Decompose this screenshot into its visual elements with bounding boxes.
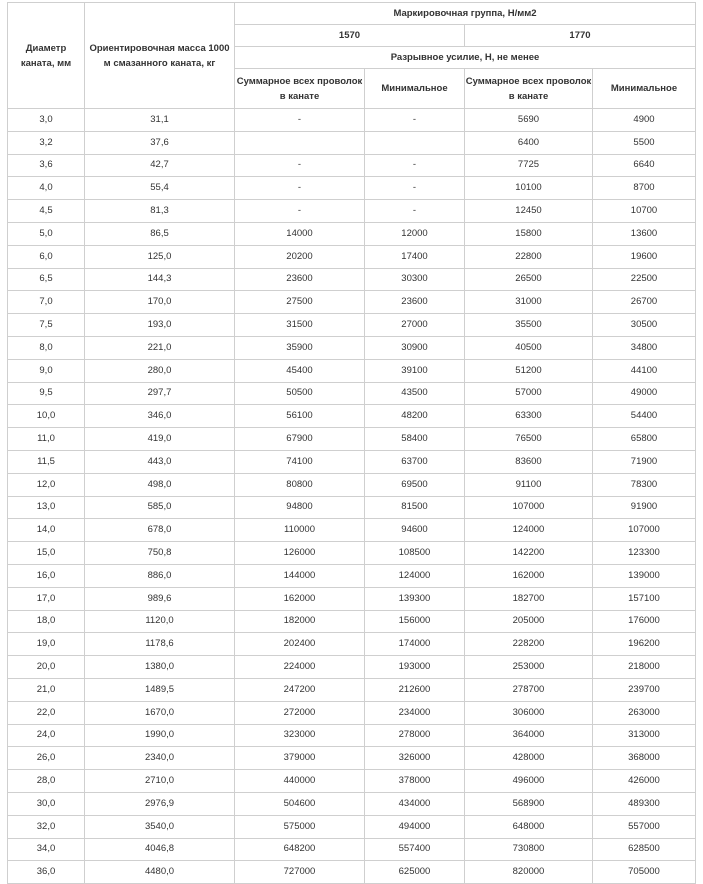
min-1770-cell: 6640 xyxy=(593,154,696,177)
min-1570-cell: 94600 xyxy=(365,519,465,542)
mass-cell: 886,0 xyxy=(85,564,235,587)
sum-1770-cell: 364000 xyxy=(465,724,593,747)
min-1770-cell: 44100 xyxy=(593,359,696,382)
sum-1570-cell: 31500 xyxy=(235,314,365,337)
min-1770-cell: 78300 xyxy=(593,473,696,496)
sum-1570-cell xyxy=(235,131,365,154)
sum-1570-cell: 27500 xyxy=(235,291,365,314)
sum-1770-cell: 306000 xyxy=(465,701,593,724)
diameter-cell: 6,0 xyxy=(8,245,85,268)
min-1570-cell: 156000 xyxy=(365,610,465,633)
min-1570-cell: 278000 xyxy=(365,724,465,747)
table-row xyxy=(8,542,696,565)
mass-cell: 1178,6 xyxy=(85,633,235,656)
min-1770-cell: 489300 xyxy=(593,792,696,815)
sum-1770-cell: 228200 xyxy=(465,633,593,656)
sum-1570-cell: 162000 xyxy=(235,587,365,610)
sum-1570-cell: 224000 xyxy=(235,656,365,679)
diameter-cell: 8,0 xyxy=(8,336,85,359)
table-row xyxy=(8,633,696,656)
table-row xyxy=(8,496,696,519)
min-1570-cell: 212600 xyxy=(365,678,465,701)
mass-cell: 86,5 xyxy=(85,222,235,245)
sum-1770-cell: 648000 xyxy=(465,815,593,838)
diameter-cell: 30,0 xyxy=(8,792,85,815)
mass-cell: 1489,5 xyxy=(85,678,235,701)
grade-1770-header: 1770 xyxy=(465,25,696,47)
sum-1770-cell: 496000 xyxy=(465,770,593,793)
diameter-cell: 6,5 xyxy=(8,268,85,291)
sum-1770-cell: 40500 xyxy=(465,336,593,359)
sum-1770-cell: 51200 xyxy=(465,359,593,382)
min-1770-cell: 368000 xyxy=(593,747,696,770)
min-1770-cell: 239700 xyxy=(593,678,696,701)
table-row xyxy=(8,724,696,747)
sum-1770-cell: 12450 xyxy=(465,200,593,223)
mass-cell: 55,4 xyxy=(85,177,235,200)
min-1770-cell: 26700 xyxy=(593,291,696,314)
min-1770-cell: 313000 xyxy=(593,724,696,747)
mass-cell: 31,1 xyxy=(85,109,235,132)
table-row xyxy=(8,747,696,770)
min-1770-cell: 10700 xyxy=(593,200,696,223)
table-body xyxy=(8,109,696,884)
sum-1770-cell: 5690 xyxy=(465,109,593,132)
min-1570-cell: 326000 xyxy=(365,747,465,770)
sum-1570-cell: 110000 xyxy=(235,519,365,542)
min-1770-cell: 54400 xyxy=(593,405,696,428)
diameter-cell: 3,6 xyxy=(8,154,85,177)
mass-cell: 585,0 xyxy=(85,496,235,519)
sum-1570-cell: 94800 xyxy=(235,496,365,519)
sum-1570-cell: 272000 xyxy=(235,701,365,724)
sum-1770-cell: 107000 xyxy=(465,496,593,519)
mass-cell: 42,7 xyxy=(85,154,235,177)
min-1770-cell: 218000 xyxy=(593,656,696,679)
diameter-cell: 7,5 xyxy=(8,314,85,337)
sum-1570-cell: 50500 xyxy=(235,382,365,405)
min-1570-cell: 69500 xyxy=(365,473,465,496)
diameter-cell: 18,0 xyxy=(8,610,85,633)
min-1770-cell: 5500 xyxy=(593,131,696,154)
min-1770-cell: 19600 xyxy=(593,245,696,268)
sum-1570-cell: 74100 xyxy=(235,450,365,473)
table-row xyxy=(8,610,696,633)
sum-1770-cell: 124000 xyxy=(465,519,593,542)
sum-1570-cell: - xyxy=(235,177,365,200)
table-row xyxy=(8,770,696,793)
min-1770-cell: 557000 xyxy=(593,815,696,838)
min-1570-cell xyxy=(365,131,465,154)
sum-1770-cell: 568900 xyxy=(465,792,593,815)
sum-1770-cell: 7725 xyxy=(465,154,593,177)
diameter-cell: 3,2 xyxy=(8,131,85,154)
min-1570-cell: 139300 xyxy=(365,587,465,610)
diameter-cell: 10,0 xyxy=(8,405,85,428)
table-row xyxy=(8,314,696,337)
min-1570-cell: 494000 xyxy=(365,815,465,838)
sum-1770-cell: 253000 xyxy=(465,656,593,679)
sum-1570-cell: 126000 xyxy=(235,542,365,565)
table-row xyxy=(8,838,696,861)
diameter-cell: 17,0 xyxy=(8,587,85,610)
mass-cell: 125,0 xyxy=(85,245,235,268)
mass-cell: 193,0 xyxy=(85,314,235,337)
sum-1570-cell: 727000 xyxy=(235,861,365,884)
sum-1770-cell: 22800 xyxy=(465,245,593,268)
min-1770-cell: 22500 xyxy=(593,268,696,291)
min-1570-cell: 39100 xyxy=(365,359,465,382)
diameter-cell: 12,0 xyxy=(8,473,85,496)
mass-cell: 1990,0 xyxy=(85,724,235,747)
sum-1570-cell: 56100 xyxy=(235,405,365,428)
sum-1770-cell: 26500 xyxy=(465,268,593,291)
min-1570-cell: 63700 xyxy=(365,450,465,473)
min-1570-cell: 557400 xyxy=(365,838,465,861)
diameter-cell: 24,0 xyxy=(8,724,85,747)
min-1570-cell: 43500 xyxy=(365,382,465,405)
min-1570-cell: 12000 xyxy=(365,222,465,245)
mass-cell: 750,8 xyxy=(85,542,235,565)
min-1570-cell: 27000 xyxy=(365,314,465,337)
table-row xyxy=(8,861,696,884)
mass-cell: 419,0 xyxy=(85,428,235,451)
diameter-cell: 15,0 xyxy=(8,542,85,565)
sum-1570-cell: - xyxy=(235,109,365,132)
min-1570-cell: - xyxy=(365,154,465,177)
sum-1570-header: Суммарное всех проволок в канате xyxy=(235,69,365,109)
min-1570-cell: - xyxy=(365,200,465,223)
sum-1770-cell: 428000 xyxy=(465,747,593,770)
sum-1570-cell: 379000 xyxy=(235,747,365,770)
min-1570-cell: 108500 xyxy=(365,542,465,565)
min-1570-cell: 234000 xyxy=(365,701,465,724)
diameter-cell: 11,5 xyxy=(8,450,85,473)
table-row xyxy=(8,587,696,610)
sum-1570-cell: 202400 xyxy=(235,633,365,656)
sum-1570-cell: 14000 xyxy=(235,222,365,245)
rope-specs-table xyxy=(7,2,696,884)
table-row xyxy=(8,815,696,838)
diameter-cell: 28,0 xyxy=(8,770,85,793)
min-1770-cell: 705000 xyxy=(593,861,696,884)
min-1770-cell: 263000 xyxy=(593,701,696,724)
mass-header: Ориентировочная масса 1000 м смазанного каната, кг xyxy=(85,3,235,109)
min-1770-cell: 628500 xyxy=(593,838,696,861)
min-1570-cell: 81500 xyxy=(365,496,465,519)
sum-1770-cell: 31000 xyxy=(465,291,593,314)
min-1770-cell: 123300 xyxy=(593,542,696,565)
sum-1770-cell: 83600 xyxy=(465,450,593,473)
diameter-cell: 4,0 xyxy=(8,177,85,200)
diameter-cell: 13,0 xyxy=(8,496,85,519)
diameter-cell: 11,0 xyxy=(8,428,85,451)
table-row xyxy=(8,405,696,428)
mass-cell: 37,6 xyxy=(85,131,235,154)
sum-1570-cell: 440000 xyxy=(235,770,365,793)
sum-1570-cell: - xyxy=(235,200,365,223)
mass-cell: 4046,8 xyxy=(85,838,235,861)
sum-1570-cell: 80800 xyxy=(235,473,365,496)
mass-cell: 2976,9 xyxy=(85,792,235,815)
min-1570-cell: 23600 xyxy=(365,291,465,314)
min-1570-cell: 193000 xyxy=(365,656,465,679)
sum-1570-cell: 323000 xyxy=(235,724,365,747)
sum-1770-header: Суммарное всех проволок в канате xyxy=(465,69,593,109)
diameter-cell: 26,0 xyxy=(8,747,85,770)
table-row xyxy=(8,428,696,451)
table-row xyxy=(8,473,696,496)
min-1570-cell: 48200 xyxy=(365,405,465,428)
diameter-cell: 22,0 xyxy=(8,701,85,724)
min-1570-cell: 174000 xyxy=(365,633,465,656)
table-row xyxy=(8,359,696,382)
mass-cell: 498,0 xyxy=(85,473,235,496)
mass-cell: 1380,0 xyxy=(85,656,235,679)
table-row xyxy=(8,678,696,701)
min-1770-cell: 71900 xyxy=(593,450,696,473)
sum-1570-cell: 648200 xyxy=(235,838,365,861)
mass-cell: 81,3 xyxy=(85,200,235,223)
min-1570-cell: - xyxy=(365,177,465,200)
table-row xyxy=(8,222,696,245)
sum-1570-cell: 182000 xyxy=(235,610,365,633)
sum-1570-cell: 504600 xyxy=(235,792,365,815)
diameter-cell: 20,0 xyxy=(8,656,85,679)
min-1570-cell: 30900 xyxy=(365,336,465,359)
diameter-cell: 36,0 xyxy=(8,861,85,884)
table-row xyxy=(8,382,696,405)
diameter-cell: 4,5 xyxy=(8,200,85,223)
sum-1570-cell: 67900 xyxy=(235,428,365,451)
min-1570-cell: 378000 xyxy=(365,770,465,793)
min-1770-cell: 65800 xyxy=(593,428,696,451)
sum-1770-cell: 91100 xyxy=(465,473,593,496)
table-row xyxy=(8,131,696,154)
table-row xyxy=(8,200,696,223)
table-row xyxy=(8,656,696,679)
mass-cell: 346,0 xyxy=(85,405,235,428)
sum-1570-cell: 45400 xyxy=(235,359,365,382)
sum-1770-cell: 15800 xyxy=(465,222,593,245)
mass-cell: 2710,0 xyxy=(85,770,235,793)
sum-1770-cell: 76500 xyxy=(465,428,593,451)
sum-1770-cell: 142200 xyxy=(465,542,593,565)
sum-1770-cell: 10100 xyxy=(465,177,593,200)
min-1770-cell: 30500 xyxy=(593,314,696,337)
mass-cell: 280,0 xyxy=(85,359,235,382)
min-1570-cell: - xyxy=(365,109,465,132)
sum-1570-cell: 20200 xyxy=(235,245,365,268)
sum-1570-cell: 575000 xyxy=(235,815,365,838)
table-row xyxy=(8,245,696,268)
mass-cell: 3540,0 xyxy=(85,815,235,838)
min-1770-cell: 49000 xyxy=(593,382,696,405)
table-row xyxy=(8,291,696,314)
table-row xyxy=(8,701,696,724)
diameter-header: Диаметр каната, мм xyxy=(8,3,85,109)
mass-cell: 144,3 xyxy=(85,268,235,291)
table-row xyxy=(8,564,696,587)
sum-1570-cell: 247200 xyxy=(235,678,365,701)
min-1770-cell: 34800 xyxy=(593,336,696,359)
min-1770-cell: 107000 xyxy=(593,519,696,542)
min-1570-header: Минимальное xyxy=(365,69,465,109)
diameter-cell: 14,0 xyxy=(8,519,85,542)
diameter-cell: 9,5 xyxy=(8,382,85,405)
min-1570-cell: 625000 xyxy=(365,861,465,884)
grade-1570-header: 1570 xyxy=(235,25,465,47)
sum-1770-cell: 162000 xyxy=(465,564,593,587)
sum-1770-cell: 278700 xyxy=(465,678,593,701)
diameter-cell: 9,0 xyxy=(8,359,85,382)
table-row xyxy=(8,792,696,815)
min-1570-cell: 434000 xyxy=(365,792,465,815)
table-header xyxy=(8,3,696,109)
table-row xyxy=(8,109,696,132)
min-1770-cell: 4900 xyxy=(593,109,696,132)
mass-cell: 4480,0 xyxy=(85,861,235,884)
force-header: Разрывное усилие, Н, не менее xyxy=(235,47,696,69)
diameter-cell: 19,0 xyxy=(8,633,85,656)
table-row xyxy=(8,519,696,542)
min-1570-cell: 17400 xyxy=(365,245,465,268)
sum-1770-cell: 57000 xyxy=(465,382,593,405)
diameter-cell: 3,0 xyxy=(8,109,85,132)
min-1770-cell: 13600 xyxy=(593,222,696,245)
min-1570-cell: 58400 xyxy=(365,428,465,451)
diameter-cell: 16,0 xyxy=(8,564,85,587)
diameter-cell: 34,0 xyxy=(8,838,85,861)
group-header: Маркировочная группа, Н/мм2 xyxy=(235,3,696,25)
diameter-cell: 7,0 xyxy=(8,291,85,314)
sum-1570-cell: 144000 xyxy=(235,564,365,587)
min-1770-cell: 91900 xyxy=(593,496,696,519)
mass-cell: 1670,0 xyxy=(85,701,235,724)
sum-1770-cell: 182700 xyxy=(465,587,593,610)
mass-cell: 297,7 xyxy=(85,382,235,405)
min-1770-cell: 157100 xyxy=(593,587,696,610)
mass-cell: 170,0 xyxy=(85,291,235,314)
table-row xyxy=(8,154,696,177)
table-row xyxy=(8,177,696,200)
diameter-cell: 5,0 xyxy=(8,222,85,245)
table-row xyxy=(8,336,696,359)
sum-1770-cell: 820000 xyxy=(465,861,593,884)
sum-1770-cell: 63300 xyxy=(465,405,593,428)
min-1770-cell: 196200 xyxy=(593,633,696,656)
mass-cell: 989,6 xyxy=(85,587,235,610)
diameter-cell: 21,0 xyxy=(8,678,85,701)
table-row xyxy=(8,450,696,473)
min-1770-cell: 8700 xyxy=(593,177,696,200)
mass-cell: 678,0 xyxy=(85,519,235,542)
sum-1570-cell: - xyxy=(235,154,365,177)
mass-cell: 443,0 xyxy=(85,450,235,473)
sum-1570-cell: 23600 xyxy=(235,268,365,291)
min-1770-cell: 176000 xyxy=(593,610,696,633)
diameter-cell: 32,0 xyxy=(8,815,85,838)
sum-1770-cell: 6400 xyxy=(465,131,593,154)
sum-1570-cell: 35900 xyxy=(235,336,365,359)
table-row xyxy=(8,268,696,291)
mass-cell: 1120,0 xyxy=(85,610,235,633)
mass-cell: 2340,0 xyxy=(85,747,235,770)
min-1770-cell: 426000 xyxy=(593,770,696,793)
mass-cell: 221,0 xyxy=(85,336,235,359)
sum-1770-cell: 35500 xyxy=(465,314,593,337)
min-1570-cell: 30300 xyxy=(365,268,465,291)
min-1770-header: Минимальное xyxy=(593,69,696,109)
sum-1770-cell: 205000 xyxy=(465,610,593,633)
sum-1770-cell: 730800 xyxy=(465,838,593,861)
min-1570-cell: 124000 xyxy=(365,564,465,587)
min-1770-cell: 139000 xyxy=(593,564,696,587)
